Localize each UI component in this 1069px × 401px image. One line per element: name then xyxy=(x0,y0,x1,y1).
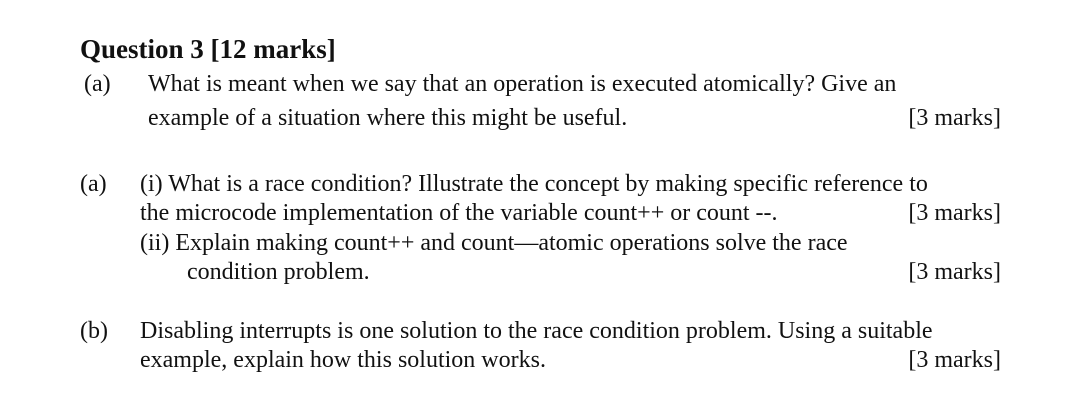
part-a2-i-line-2: the microcode implementation of the variable count++ or count --. xyxy=(140,200,778,226)
part-b-label: (b) xyxy=(80,318,108,344)
question-heading: Question 3 [12 marks] xyxy=(80,34,336,64)
part-a-label: (a) xyxy=(84,71,111,97)
part-a2-i-line-1: (i) What is a race condition? Illustrate the concept by making specific reference to xyxy=(140,171,928,197)
part-a-text-line-2: example of a situation where this might be useful. xyxy=(148,105,628,131)
part-b-marks: [3 marks] xyxy=(908,347,1001,373)
part-a2-i-marks: [3 marks] xyxy=(908,200,1001,226)
part-b-text-line-1: Disabling interrupts is one solution to the race condition problem. Using a suitable xyxy=(140,318,933,344)
part-a-text-line-1: What is meant when we say that an operation is executed atomically? Give an xyxy=(148,71,897,97)
part-a2-ii-marks: [3 marks] xyxy=(908,259,1001,285)
part-a2-ii-line-2: condition problem. xyxy=(187,259,370,285)
part-b-text-line-2: example, explain how this solution works. xyxy=(140,347,546,373)
part-a2-label: (a) xyxy=(80,171,107,197)
part-a-marks: [3 marks] xyxy=(908,105,1001,131)
part-a2-ii-line-1: (ii) Explain making count++ and count—atomic operations solve the race xyxy=(140,230,848,256)
